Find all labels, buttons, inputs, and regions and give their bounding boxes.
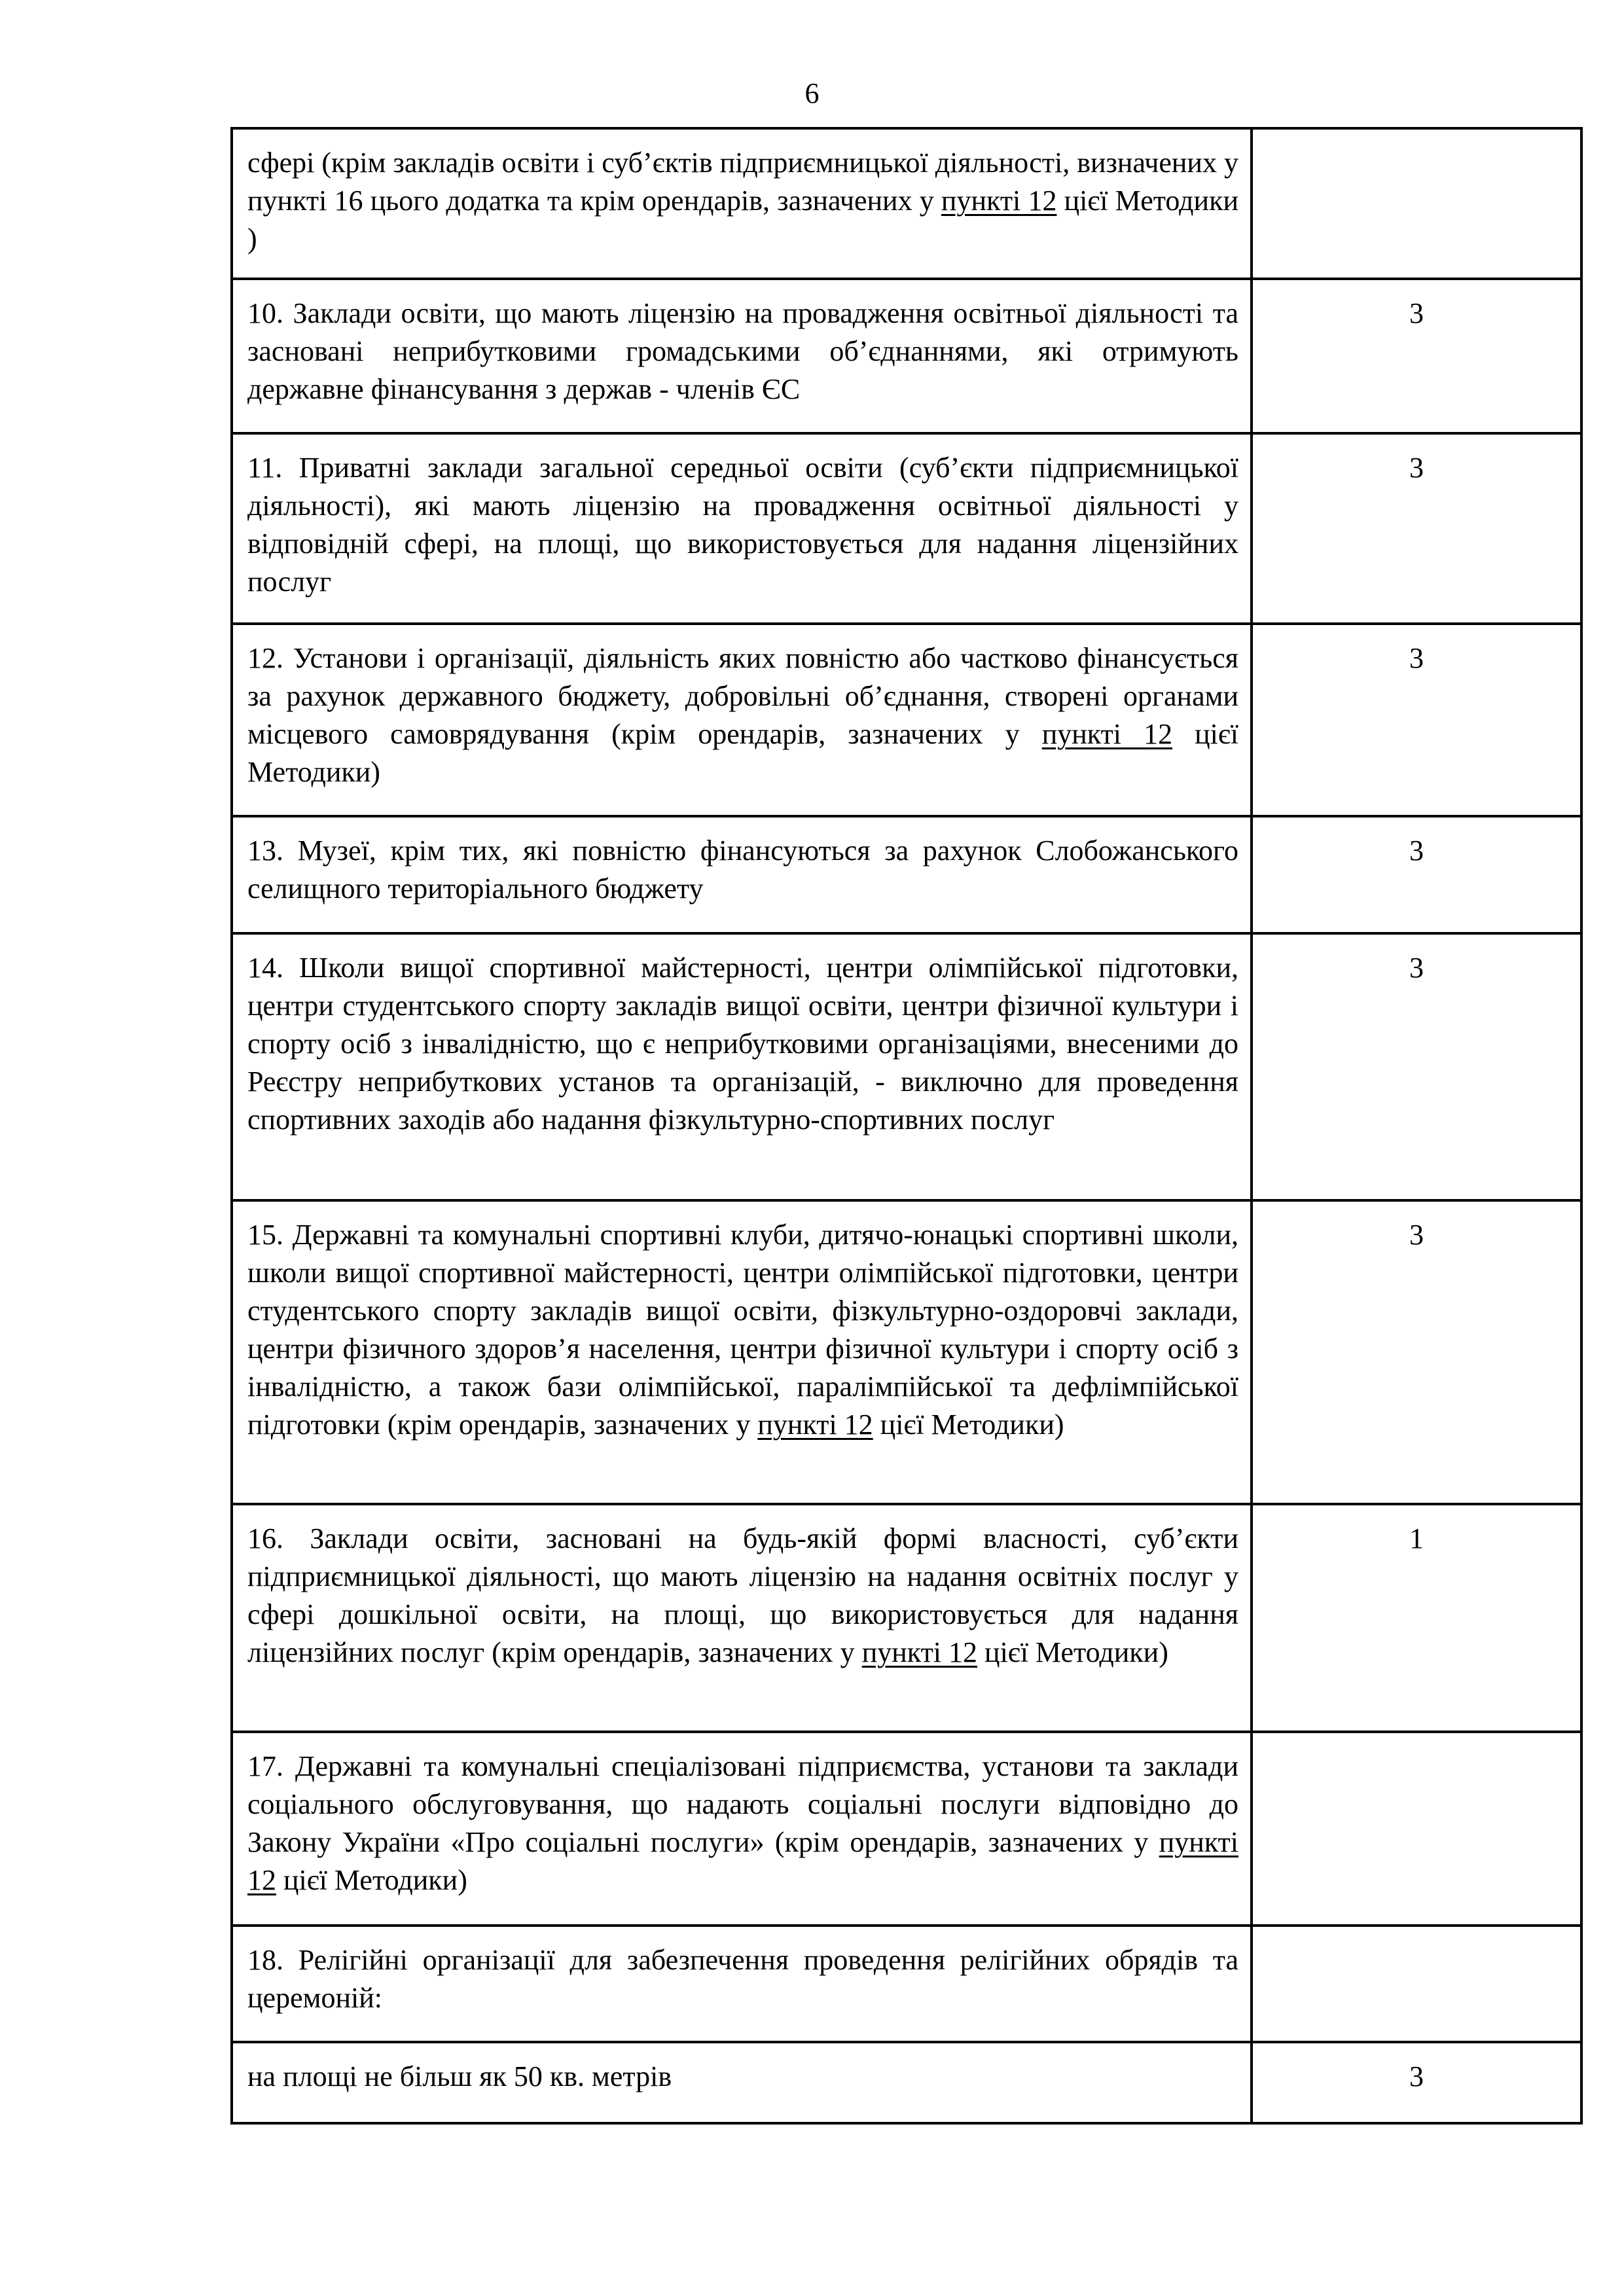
table-row <box>232 279 1581 433</box>
category-description-cell <box>232 933 1252 1200</box>
description-text-tail: цієї Методики ) <box>247 185 1238 255</box>
description-text-tail: цієї Методики) <box>977 1636 1168 1668</box>
category-description <box>233 817 1250 927</box>
category-description-cell <box>232 1200 1252 1504</box>
table-row <box>232 624 1581 816</box>
table-row <box>232 1732 1581 1926</box>
description-text: 12. Установи і організації, діяльність яких повністю або частково фінансується за рахунок державного бюджету, добровільні об’єднання, створені органами місцевого самоврядування (крім орендарів, зазначених у <box>247 642 1238 750</box>
description-text: 17. Державні та комунальні спеціалізовані підприємства, установи та заклади соціального обслуговування, що надають соціальні послуги відповідно до Закону України «Про соціальні послуги» (крім орендарів, зазначених у <box>247 1750 1238 1858</box>
table-row <box>232 128 1581 279</box>
description-text-tail: цієї Методики) <box>873 1408 1064 1441</box>
reference-link-punkt-12[interactable]: пункті 12 <box>941 185 1057 217</box>
reference-link-punkt-12[interactable]: пункті 12 <box>757 1408 873 1441</box>
description-text-tail: цієї Методики) <box>247 718 1238 788</box>
description-text: сфері (крім закладів освіти і суб’єктів підприємницької діяльності, визначених у пункті 16 цього додатка та крім орендарів, зазначених у <box>247 147 1238 217</box>
category-description-cell <box>232 624 1252 816</box>
rate-cell <box>1252 2042 1581 2123</box>
table-row <box>232 1926 1581 2042</box>
rate-value <box>1253 1927 1580 1941</box>
category-description <box>233 1733 1250 1919</box>
table-row <box>232 2042 1581 2123</box>
rate-cell <box>1252 624 1581 816</box>
category-description <box>233 2043 1250 2115</box>
category-description-cell <box>232 128 1252 279</box>
description-text: 14. Школи вищої спортивної майстерності, центри олімпійської підготовки, центри студентського спорту закладів вищої освіти, центри фізичної культури і спорту осіб з інвалідністю, що є неприбутковими організаціями, внесеними до Реєстру неприбуткових установ та організацій, - виключно для проведення спортивних заходів або надання фізкультурно-спортивних послуг <box>247 952 1238 1136</box>
rates-table <box>230 127 1583 2125</box>
table-row <box>232 1200 1581 1504</box>
description-text: 16. Заклади освіти, засновані на будь-якій формі власності, суб’єкти підприємницької діяльності, що мають ліцензію на надання освітніх послуг у сфері дошкільної освіти, на площі, що використовується для надання ліцензійних послуг (крім орендарів, зазначених у <box>247 1522 1238 1668</box>
description-text: на площі не більш як 50 кв. метрів <box>247 2060 672 2092</box>
category-description-cell <box>232 1732 1252 1926</box>
category-description <box>233 935 1250 1158</box>
reference-link-punkt-12[interactable]: пункті 12 <box>247 1826 1238 1896</box>
description-text: 15. Державні та комунальні спортивні клуби, дитячо-юнацькі спортивні школи, школи вищої спортивної майстерності, центри олімпійської підготовки, центри студентського спорту закладів вищої освіти, фізкультурно-оздоровчі заклади, центри фізичного здоров’я населення, центри фізичної культури і спорту осіб з інвалідністю, а також бази олімпійської, паралімпійської та дефлімпійської підготовки (крім орендарів, зазначених у <box>247 1219 1238 1441</box>
rate-cell <box>1252 1732 1581 1926</box>
rate-value: 3 <box>1409 452 1424 484</box>
category-description-cell <box>232 433 1252 624</box>
rate-cell <box>1252 1504 1581 1732</box>
category-description <box>233 280 1250 428</box>
rate-cell <box>1252 128 1581 279</box>
rate-value: 1 <box>1409 1522 1424 1554</box>
category-description <box>233 435 1250 620</box>
rate-cell <box>1252 1926 1581 2042</box>
category-description <box>233 625 1250 811</box>
rate-value <box>1253 1733 1580 1748</box>
rate-cell <box>1252 1200 1581 1504</box>
category-description-cell <box>232 279 1252 433</box>
rate-value: 3 <box>1409 642 1424 674</box>
reference-link-punkt-12[interactable]: пункті 12 <box>861 1636 978 1668</box>
reference-link-punkt-12[interactable]: пункті 12 <box>1041 718 1173 750</box>
description-text: 18. Релігійні організації для забезпечення проведення релігійних обрядів та церемоній: <box>247 1944 1238 2014</box>
description-text: 11. Приватні заклади загальної середньої освіти (суб’єкти підприємницької діяльності), які мають ліцензію на провадження освітньої діяльності у відповідній сфері, на площі, що використовується для надання ліцензійних послуг <box>247 452 1238 598</box>
rate-value: 3 <box>1409 834 1424 867</box>
rate-cell <box>1252 433 1581 624</box>
category-description <box>233 1202 1250 1463</box>
category-description-cell <box>232 816 1252 933</box>
table-row <box>232 816 1581 933</box>
rate-value: 3 <box>1409 2060 1424 2092</box>
page-number: 6 <box>804 77 820 109</box>
category-description-cell <box>232 1504 1252 1732</box>
rate-value <box>1253 130 1580 144</box>
rate-cell <box>1252 933 1581 1200</box>
table-row <box>232 433 1581 624</box>
rate-cell <box>1252 279 1581 433</box>
category-description <box>233 130 1250 278</box>
category-description-cell <box>232 2042 1252 2123</box>
category-description-cell <box>232 1926 1252 2042</box>
rate-value: 3 <box>1409 952 1424 984</box>
table-row <box>232 933 1581 1200</box>
rate-cell <box>1252 816 1581 933</box>
table-row <box>232 1504 1581 1732</box>
description-text-tail: цієї Методики) <box>276 1864 467 1896</box>
rate-value: 3 <box>1409 297 1424 329</box>
category-description <box>233 1927 1250 2037</box>
rates-table-body <box>232 128 1581 2123</box>
description-text: 10. Заклади освіти, що мають ліцензію на провадження освітньої діяльності та засновані неприбутковими громадськими об’єднаннями, які отримують державне фінансування з держав - членів ЄС <box>247 297 1238 405</box>
rate-value: 3 <box>1409 1219 1424 1251</box>
description-text: 13. Музеї, крім тих, які повністю фінансуються за рахунок Слобожанського селищного територіального бюджету <box>247 834 1238 905</box>
category-description <box>233 1505 1250 1691</box>
